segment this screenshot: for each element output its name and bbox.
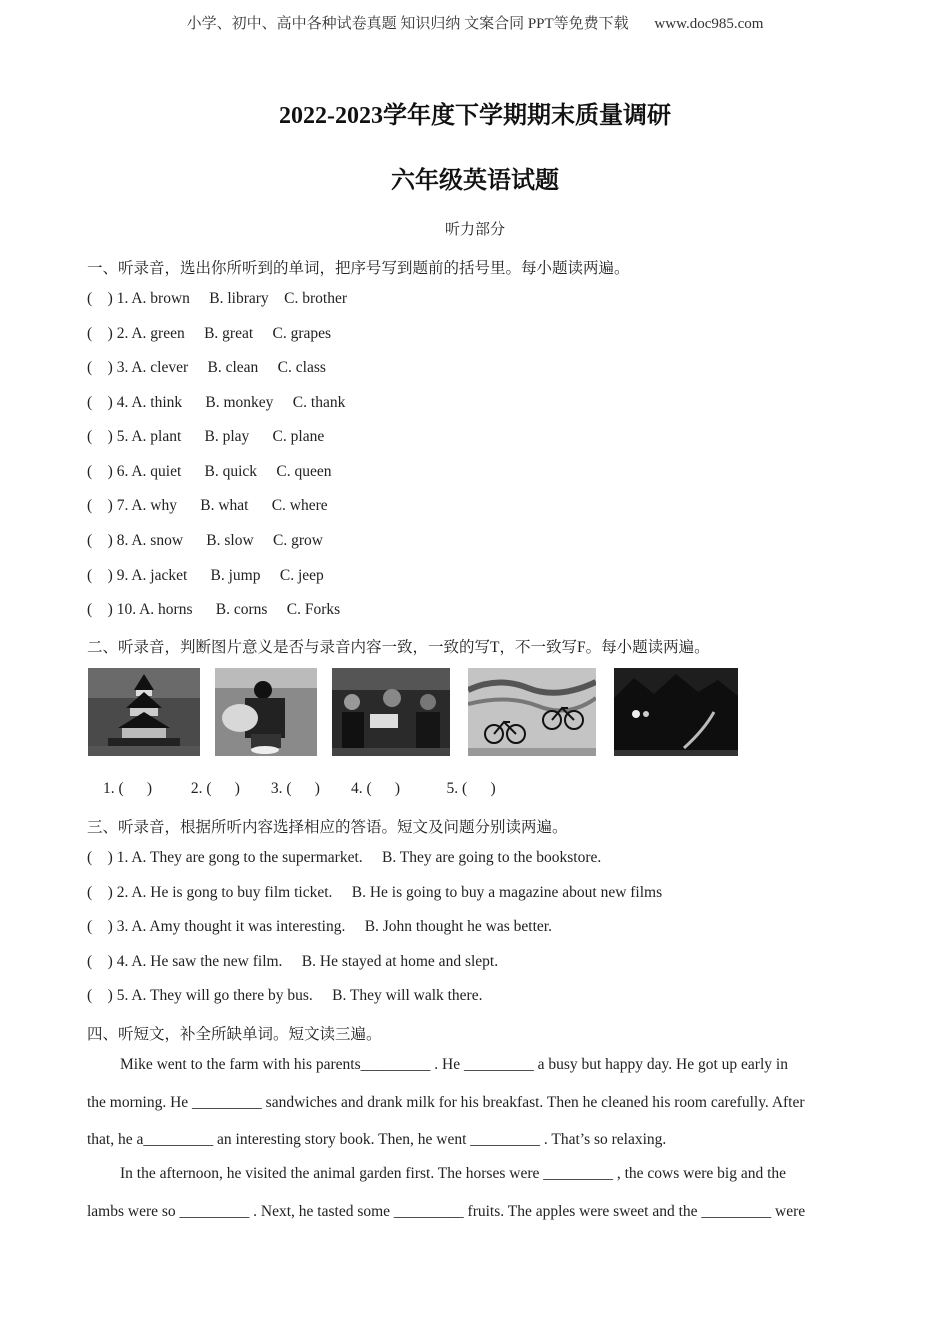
section3-heading: 三、听录音，根据所听内容选择相应的答语。短文及问题分别读两遍。 [87,819,568,836]
section4-heading: 四、听短文，补全所缺单词。短文读三遍。 [87,1026,382,1043]
bicycles-photo [468,668,596,756]
question-item: ( ) 1. A. They are gong to the supermarket. B. They are going to the bookstore. [87,849,602,866]
section2-answer-blanks: 1. ( ) 2. ( ) 3. ( ) 4. ( ) 5. ( ) [103,780,496,797]
question-item: ( ) 5. A. plant B. play C. plane [87,428,325,445]
question-item: ( ) 4. A. think B. monkey C. thank [87,394,346,411]
exam-subtitle: 六年级英语试题 [391,168,559,194]
question-item: ( ) 6. A. quiet B. quick C. queen [87,463,332,480]
passage-line: the morning. He _________ sandwiches and drank milk for his breakfast. Then he cleaned his room carefully. After [87,1094,805,1111]
question-item: ( ) 3. A. Amy thought it was interesting. B. John thought he was better. [87,918,552,935]
question-item: ( ) 7. A. why B. what C. where [87,497,328,514]
question-item: ( ) 2. A. He is gong to buy film ticket. B. He is going to buy a magazine about new films [87,884,663,901]
header-url[interactable]: www.doc985.com [654,16,764,32]
question-item: ( ) 1. A. brown B. library C. brother [87,290,348,307]
picture-row [88,668,748,758]
question-item: ( ) 9. A. jacket B. jump C. jeep [87,567,324,584]
question-item: ( ) 2. A. green B. great C. grapes [87,325,332,342]
page-header [0,12,950,33]
question-item: ( ) 8. A. snow B. slow C. grow [87,532,323,549]
question-item: ( ) 5. A. They will go there by bus. B. They will walk there. [87,987,483,1004]
passage-line: that, he a_________ an interesting story book. Then, he went _________ . That’s so relaxing. [87,1131,667,1148]
temple-of-heaven-photo [88,668,200,756]
passage-line: lambs were so _________ . Next, he tasted some _________ fruits. The apples were sweet and the _________ were [87,1203,806,1220]
part-label: 听力部分 [444,222,505,238]
passage-line: Mike went to the farm with his parents_________ . He _________ a busy but happy day. He got up early in [120,1056,788,1073]
question-item: ( ) 10. A. horns B. corns C. Forks [87,601,341,618]
group-photo [332,668,450,756]
passage-line: In the afternoon, he visited the animal garden first. The horses were _________ , the cows were big and the [120,1165,787,1182]
header-text: 小学、初中、高中各种试卷真题 知识归纳 文案合同 PPT等免费下载 [186,16,629,32]
question-item: ( ) 4. A. He saw the new film. B. He stayed at home and slept. [87,953,499,970]
person-photo [215,668,317,756]
section1-heading: 一、听录音，选出你所听到的单词，把序号写到题前的括号里。每小题读两遍。 [87,260,630,277]
section2-heading: 二、听录音，判断图片意义是否与录音内容一致，一致的写T，不一致写F。每小题读两遍。 [87,639,710,656]
exam-title: 2022-2023学年度下学期期末质量调研 [279,103,671,129]
question-item: ( ) 3. A. clever B. clean C. class [87,359,326,376]
night-road-photo [614,668,738,756]
